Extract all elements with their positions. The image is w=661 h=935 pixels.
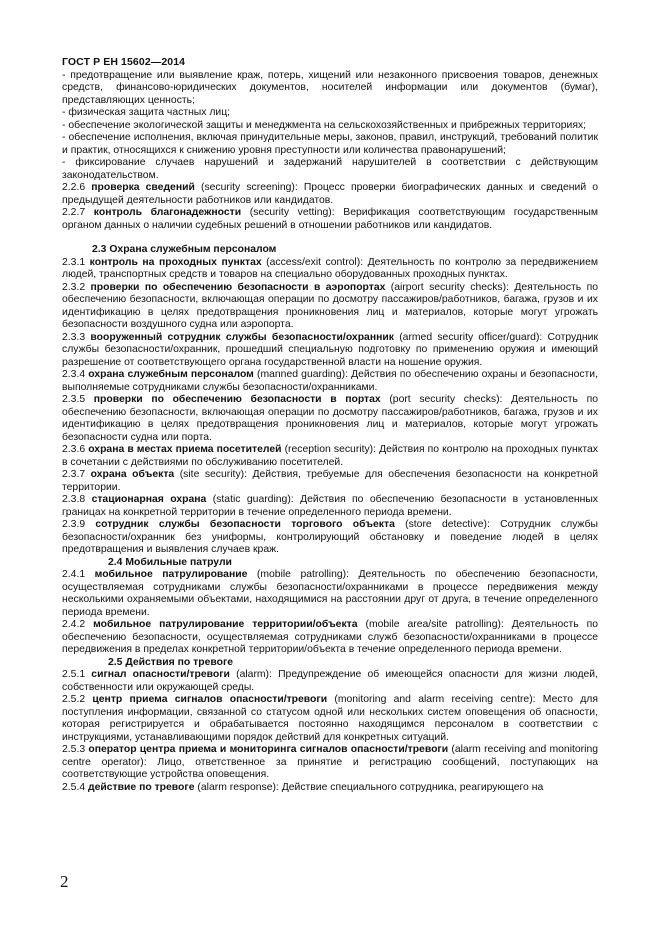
term-entry [62,494,598,519]
term-number: 2.3.6 [62,444,86,455]
term-number: 2.2.7 [62,207,86,218]
term-entry [62,694,598,744]
term-title: сигнал опасности/тревоги [91,669,230,680]
term-definition: (store detective): Сотрудник службы безопасности/охранник без униформы, контролирующий обстановку и поведение людей в целях предотвращения и выявления случаев краж. [62,519,598,555]
term-number: 2.4.2 [62,619,86,630]
term-title: мобильное патрулирование территории/объекта [93,619,358,630]
term-entry [62,369,598,394]
term-number: 2.3.4 [62,369,86,380]
term-title: действие по тревоге [88,781,195,793]
term-number: 2.5.3 [62,744,86,755]
term-number: 2.5.2 [62,694,86,705]
term-title: стационарная охрана [91,494,207,505]
terms-group-2-3 [62,257,598,557]
term-number: 2.3.7 [62,469,86,480]
term-entry [62,444,598,469]
term-definition: (security vetting): Верификация соответствующим государственным органом данных о наличии судебных решений в отношении работников или кандидатов. [62,207,599,231]
term-number: 2.3.3 [62,331,86,343]
term-definition: (mobile area/site patrolling): Деятельность по обеспечению безопасности, осуществляемая сотрудниками служб безопасности/охранниками в процессе передвижения в пределах конкретной территории/объекта в течение определенного периода времени. [62,619,598,655]
term-entry [62,569,598,619]
list-item: - обеспечение исполнения, включая принудительные меры, законов, правил, инструкций, требований политик и практик, относящихся к снижению уровня преступности или количества правонарушений; [62,132,598,156]
term-entry [62,519,598,557]
term-entry [62,282,598,332]
term-entry [62,619,598,657]
term-entry [62,182,598,207]
document-page [62,56,598,794]
term-title: охрана в местах приема посетителей [88,444,282,455]
section-heading-2-5: 2.5 Действия по тревоге [108,656,234,668]
term-number: 2.3.2 [62,281,86,293]
page-number: 2 [60,872,69,891]
term-definition: (airport security checks): Деятельность по обеспечению безопасности, включающая операции по досмотру пассажиров/работников, багажа, грузов и их идентификацию в целях предотвращения проникновения лиц и материалов, которые могут угрожать безопасности воздушного судна или аэропорта. [62,281,598,330]
term-definition: (mobile patrolling): Деятельность по обеспечению безопасности, осуществляемая сотрудниками службы безопасности/охранниками в процессе передвижения между несколькими охраняемыми объектами, находящимися на расстоянии друг от друга, в течение определенного периода времени. [62,569,599,618]
term-title: проверки по обеспечению безопасности в портах [93,394,381,405]
term-number: 2.3.5 [62,394,86,405]
term-title: охрана объекта [90,469,175,480]
term-number: 2.2.6 [62,182,86,193]
term-entry [62,669,598,694]
term-title: проверки по обеспечению безопасности в аэропортах [90,281,386,293]
term-number: 2.3.8 [62,494,86,505]
term-number: 2.3.1 [62,256,86,268]
term-entry [62,744,598,782]
terms-group-2-2 [62,182,598,232]
intro-list [62,70,598,183]
term-definition: (alarm): Предупреждение об имеющейся опасности для жизни людей, собственности или окружающей среды. [62,669,599,693]
term-title: проверка сведений [91,182,195,193]
list-item: - фиксирование случаев нарушений и задержаний нарушителей в соответствии с действующим законодательством. [62,157,598,181]
term-title: оператор центра приема и мониторинга сигналов опасности/тревоги [88,744,449,755]
term-title: центр приема сигналов опасности/тревоги [92,694,328,705]
term-title: сотрудник службы безопасности торгового объекта [95,519,395,530]
term-definition: (manned guarding): Действия по обеспечению охраны и безопасности, выполняемые сотрудниками службы безопасности/охранниками. [62,369,598,393]
term-number: 2.5.1 [62,669,86,680]
term-entry [62,257,598,282]
term-entry [62,207,598,232]
term-entry [62,782,598,795]
term-definition: (reception security): Действия по контролю на проходных пунктах в сочетании с действиями по обслуживанию посетителей. [62,444,598,468]
term-title: мобильное патрулирование [94,569,248,580]
term-number: 2.5.4 [62,781,86,793]
term-number: 2.3.9 [62,519,86,530]
term-entry [62,332,598,370]
term-definition: (armed security officer/guard): Сотрудник службы безопасности/охранник, прошедший специальную подготовку по применению оружия и имеющий разрешение от соответствующего органа государственной власти на ношение оружия. [62,331,599,368]
list-item: - физическая защита частных лиц; [62,107,231,118]
standard-header: ГОСТ Р ЕН 15602—2014 [62,56,186,68]
term-definition: (static guarding): Действия по обеспечению безопасности в установленных границах на конкретной территории в течение определенного периода времени. [62,494,598,518]
term-definition: (access/exit control): Деятельность по контролю за передвижением людей, транспортных средств и товаров на специально оборудованных проходных пунктах. [62,256,598,280]
list-item: - предотвращение или выявление краж, потерь, хищений или незаконного присвоения товаров, денежных средств, финансово-юридических документов, носителей информации или документов (бумаг), представляющих ценность; [62,69,598,106]
term-definition: (security screening): Процесс проверки биографических данных и сведений о предыдущей деятельности работников или кандидатов. [62,182,598,206]
term-entry [62,394,598,444]
term-title: охрана служебным персоналом [88,369,254,380]
term-definition: (site security): Действия, требуемые для обеспечения безопасности на конкретной территории. [62,469,598,493]
term-definition: (port security checks): Деятельность по обеспечению безопасности, включающая операции по досмотру пассажиров/работников, багажа, грузов и их идентификацию в целях предотвращения проникновения лиц и материалов, которые могут угрожать безопасности судна или порта. [62,394,598,443]
section-heading-2-4: 2.4 Мобильные патрули [108,556,232,568]
term-title: вооруженный сотрудник службы безопасности/охранник [90,331,394,343]
term-number: 2.4.1 [62,569,86,580]
term-title: контроль благонадежности [93,207,242,218]
term-definition: (alarm receiving and monitoring centre operator): Лицо, ответственное за принятие и регистрацию сообщений, поступающих на соответствующие устройства оповещения. [62,744,599,780]
term-title: контроль на проходных пунктах [89,256,262,268]
term-definition: (monitoring and alarm receiving centre): Место для поступления информации, связанной со статусом одной или нескольких систем оповещения об опасности, которая регистрируется и обрабатывается постоянно находящимся персоналом в соответствии с инструкциями, устанавливающими порядок действий для конкретных ситуаций. [62,694,598,743]
term-entry [62,469,598,494]
list-item: - обеспечение экологической защиты и менеджмента на сельскохозяйственных и прибрежных территориях; [62,119,587,131]
term-definition: (alarm response): Действие специального сотрудника, реагирующего на [194,781,544,793]
terms-group-2-4 [62,569,598,657]
terms-group-2-5 [62,669,598,794]
section-heading-2-3: 2.3 Охрана служебным персоналом [92,244,277,255]
